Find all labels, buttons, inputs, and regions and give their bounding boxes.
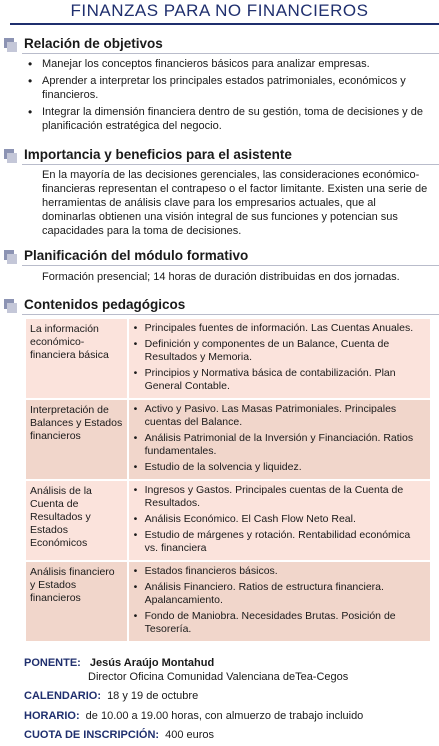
list-item: • Definición y componentes de un Balance, Cuenta de Resultados y Memoria. (133, 338, 426, 364)
section-contenidos-header (4, 297, 185, 313)
section-square-icon (4, 299, 20, 313)
planificacion-text: Formación presencial; 14 horas de duración distribuidas en dos jornadas. (42, 271, 400, 283)
title-rule (10, 23, 439, 25)
section-objetivos-header (4, 36, 163, 52)
horario-line (24, 709, 363, 723)
row-topic: Análisis de la Cuenta de Resultados y Estados Económicos (26, 481, 127, 560)
importancia-text: En la mayoría de las decisiones gerenciales, las consideraciones económico-financieras representan el contrapeso o el factor limitante. Existen una serie de herramientas de análisis clave para los empresarios actuales, que al dominarlas obtienen una visión integral de sus funciones y potencian sus capacidades para la toma de decisiones. (42, 169, 428, 237)
list-item: • Principios y Normativa básica de contabilización. Plan General Contable. (133, 367, 426, 393)
list-item: • Principales fuentes de información. Las Cuentas Anuales. (133, 322, 426, 335)
row-items (129, 562, 430, 641)
list-item: • Integrar la dimensión financiera dentro de su gestión, toma de decisiones y de planificación estratégica del negocio. (26, 105, 431, 133)
horario-label: HORARIO: (24, 710, 80, 722)
section-square-icon (4, 250, 20, 264)
objetivos-list (26, 57, 431, 136)
row-items (129, 319, 430, 398)
calendario-line (24, 689, 198, 703)
row-topic: Análisis financiero y Estados financieros (26, 562, 127, 641)
list-item: • Estudio de la solvencia y liquidez. (133, 461, 426, 474)
list-item: • Manejar los conceptos financieros básicos para analizar empresas. (26, 57, 431, 71)
section-square-icon (4, 38, 20, 52)
cuota-value: 400 euros (165, 729, 215, 741)
ponente-role: Director Oficina Comunidad Valenciana deTea-Cegos (88, 671, 349, 683)
section-importancia-header (4, 147, 292, 163)
row-items (129, 481, 430, 560)
cuota-label: CUOTA DE INSCRIPCIÓN: (24, 729, 160, 741)
table-row (26, 400, 430, 479)
table-row (26, 562, 430, 641)
section-rule (22, 265, 439, 266)
section-planificacion-header (4, 248, 248, 264)
ponente-name: Jesús Araújo Montahud (89, 657, 215, 669)
calendario-label: CALENDARIO: (24, 690, 101, 702)
list-item: • Aprender a interpretar los principales estados patrimoniales, económicos y financieros. (26, 74, 431, 102)
list-item: • Análisis Financiero. Ratios de estructura financiera. Apalancamiento. (133, 581, 426, 607)
row-items (129, 400, 430, 479)
section-rule (22, 53, 439, 54)
section-title: Planificación del módulo formativo (24, 248, 249, 263)
contents-table (26, 319, 430, 643)
section-square-icon (4, 149, 20, 163)
calendario-value: 18 y 19 de octubre (107, 690, 199, 702)
list-item: • Análisis Patrimonial de la Inversión y Financiación. Ratios fundamentales. (133, 432, 426, 458)
section-rule (22, 314, 439, 315)
list-item: • Estados financieros básicos. (133, 565, 426, 578)
list-item: • Análisis Económico. El Cash Flow Neto Real. (133, 513, 426, 526)
section-rule (22, 164, 439, 165)
horario-value: de 10.00 a 19.00 horas, con almuerzo de trabajo incluido (85, 710, 364, 722)
list-item: • Estudio de márgenes y rotación. Rentabilidad económica vs. financiera (133, 529, 426, 555)
section-title: Importancia y beneficios para el asistente (24, 147, 292, 162)
list-item: • Fondo de Maniobra. Necesidades Brutas. Posición de Tesorería. (133, 610, 426, 636)
section-title: Contenidos pedagógicos (24, 297, 186, 312)
row-topic: La información económico-financiera básica (26, 319, 127, 398)
list-item: • Ingresos y Gastos. Principales cuentas de la Cuenta de Resultados. (133, 484, 426, 510)
section-title: Relación de objetivos (24, 36, 163, 51)
cuota-line (24, 728, 214, 742)
list-item: • Activo y Pasivo. Las Masas Patrimoniales. Principales cuentas del Balance. (133, 403, 426, 429)
table-row (26, 319, 430, 398)
row-topic: Interpretación de Balances y Estados financieros (26, 400, 127, 479)
table-row (26, 481, 430, 560)
ponente-line (24, 656, 214, 670)
ponente-label: PONENTE: (24, 657, 81, 669)
page-title: FINANZAS PARA NO FINANCIEROS (70, 1, 369, 20)
